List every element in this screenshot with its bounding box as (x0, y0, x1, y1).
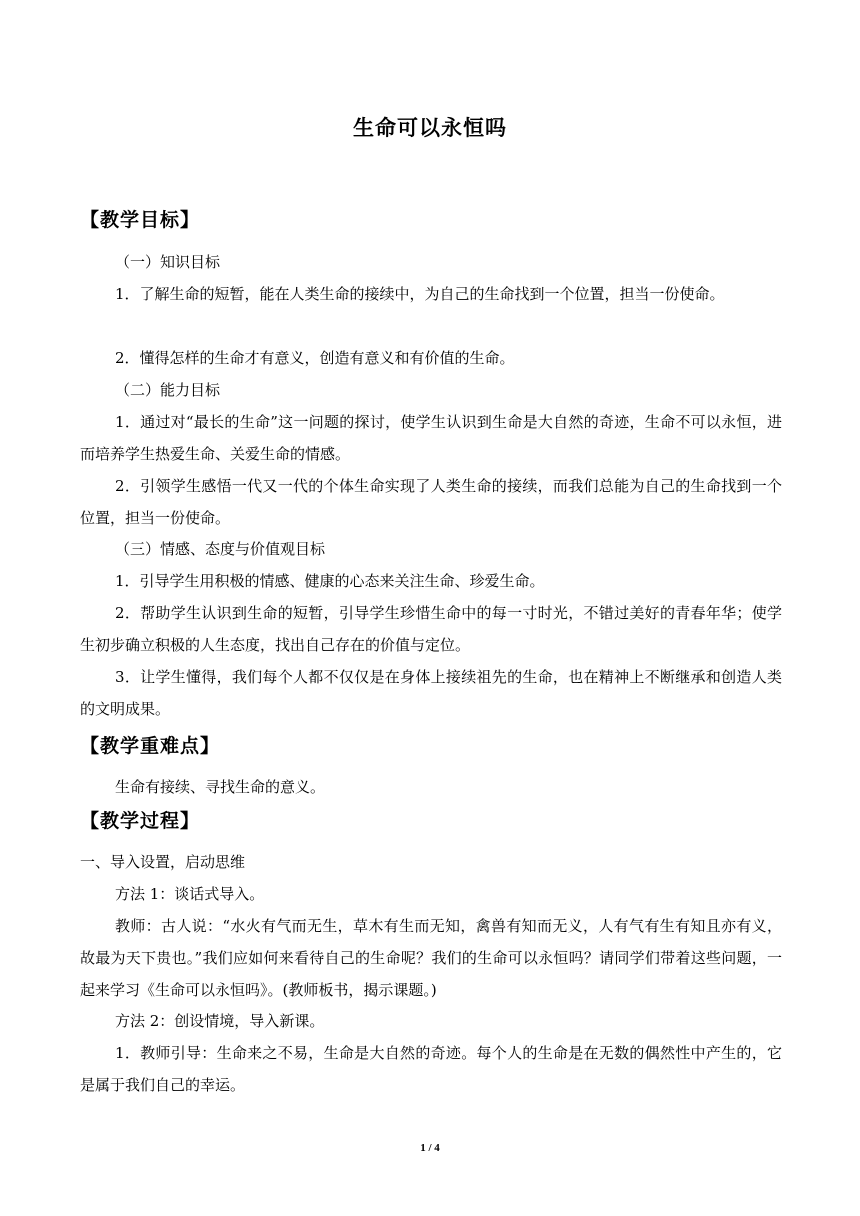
method-1-label: 方法 1：谈话式导入。 (115, 885, 265, 903)
knowledge-item-2: 2．懂得怎样的生命才有意义，创造有意义和有价值的生命。 (115, 349, 515, 367)
method-2-text: 1．教师引导：生命来之不易，生命是大自然的奇迹。每个人的生命是在无数的偶然性中产生的，它是属于我们自己的幸运。 (80, 1044, 782, 1094)
key-points-text: 生命有接续、寻找生命的意义。 (115, 778, 326, 796)
page-number: 1 / 4 (420, 1142, 440, 1154)
emotion-item-2: 2．帮助学生认识到生命的短暂，引导学生珍惜生命中的每一寸时光，不错过美好的青春年华；使学生初步确立积极的人生态度，找出自己存在的价值与定位。 (80, 604, 782, 654)
knowledge-item-1: 1．了解生命的短暂，能在人类生命的接续中，为自己的生命找到一个位置，担当一份使命。 (115, 285, 725, 303)
emotion-item-1: 1．引导学生用积极的情感、健康的心态来关注生命、珍爱生命。 (115, 572, 545, 590)
method-2-label: 方法 2：创设情境，导入新课。 (115, 1012, 325, 1030)
subheading-knowledge: （一）知识目标 (115, 253, 221, 271)
section-heading-key-points: 【教学重难点】 (80, 735, 221, 757)
subheading-ability: （二）能力目标 (115, 381, 221, 399)
method-1-text: 教师：古人说：“水火有气而无生，草木有生而无知，禽兽有知而无义，人有气有生有知且亦有义，故最为天下贵也。”我们应如何来看待自己的生命呢？我们的生命可以永恒吗？请同学们带着这些问题，一起来学习《生命可以永恒吗》。(教师板书，揭示课题。) (80, 917, 782, 999)
document-title: 生命可以永恒吗 (353, 115, 507, 140)
ability-item-1: 1．通过对“最长的生命”这一问题的探讨，使学生认识到生命是大自然的奇迹，生命不可以永恒，进而培养学生热爱生命、关爱生命的情感。 (80, 413, 782, 463)
section-heading-process: 【教学过程】 (80, 810, 201, 832)
process-step-1: 一、导入设置，启动思维 (80, 853, 246, 871)
ability-item-2: 2．引领学生感悟一代又一代的个体生命实现了人类生命的接续，而我们总能为自己的生命找到一个位置，担当一份使命。 (80, 477, 782, 527)
subheading-emotion: （三）情感、态度与价值观目标 (115, 540, 326, 558)
emotion-item-3: 3．让学生懂得，我们每个人都不仅仅是在身体上接续祖先的生命，也在精神上不断继承和创造人类的文明成果。 (80, 668, 782, 718)
section-heading-goals: 【教学目标】 (80, 209, 201, 231)
